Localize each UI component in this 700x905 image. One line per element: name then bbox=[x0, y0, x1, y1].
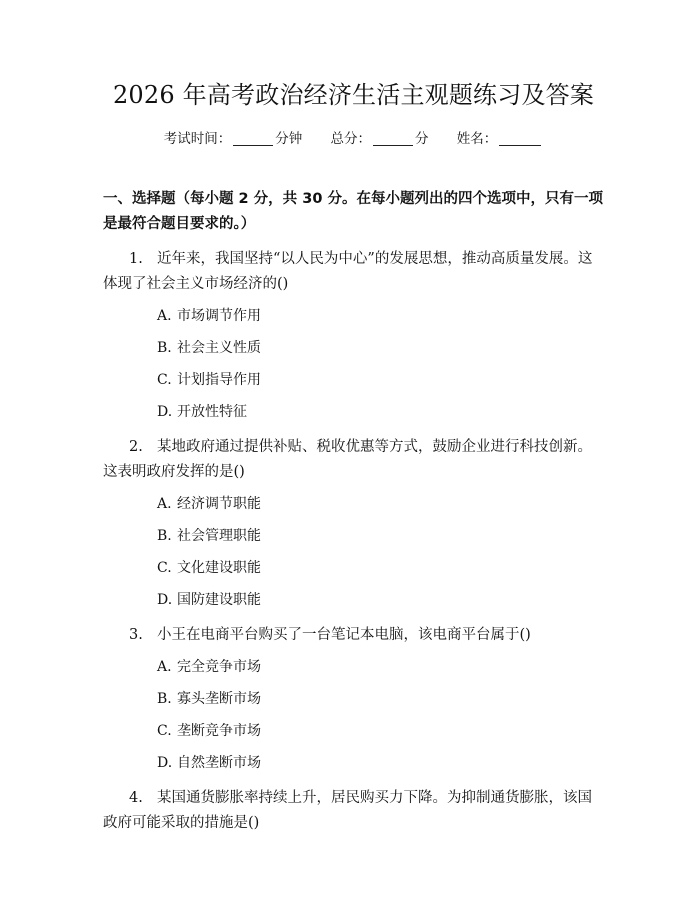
exam-info-line bbox=[103, 129, 604, 149]
answer-option bbox=[157, 524, 604, 549]
question-number: 2. bbox=[129, 439, 143, 455]
option-text: 自然垄断市场 bbox=[177, 755, 261, 771]
option-text: 寡头垄断市场 bbox=[177, 691, 261, 707]
student-name-blank bbox=[499, 131, 541, 146]
question-number: 1. bbox=[129, 251, 143, 267]
option-text: 国防建设职能 bbox=[177, 592, 261, 608]
total-score-blank bbox=[373, 131, 413, 146]
question-text: 某地政府通过提供补贴、税收优惠等方式，鼓励企业进行科技创新。这表明政府发挥的是() bbox=[103, 439, 592, 480]
section-heading: 一、选择题（每小题 2 分，共 30 分。在每小题列出的四个选项中，只有一项是最符合题目要求的。） bbox=[103, 191, 603, 232]
exam-time-label: 考试时间： bbox=[163, 131, 232, 147]
question-number: 3. bbox=[129, 627, 143, 643]
question-text: 某国通货膨胀率持续上升，居民购买力下降。为抑制通货膨胀，该国政府可能采取的措施是() bbox=[103, 790, 592, 831]
answer-option bbox=[157, 719, 604, 744]
answer-option bbox=[157, 304, 604, 329]
answer-option bbox=[157, 400, 604, 425]
option-key: D. bbox=[157, 592, 173, 608]
question-stem bbox=[103, 247, 604, 297]
question-text: 小王在电商平台购买了一台笔记本电脑，该电商平台属于() bbox=[157, 627, 531, 643]
option-text: 社会主义性质 bbox=[177, 340, 261, 356]
question-block bbox=[103, 786, 604, 836]
option-key: B. bbox=[157, 340, 172, 356]
total-score-label: 总分： bbox=[330, 131, 371, 147]
option-text: 经济调节职能 bbox=[177, 496, 261, 512]
option-text: 文化建设职能 bbox=[177, 560, 261, 576]
option-text: 开放性特征 bbox=[177, 404, 247, 420]
option-key: D. bbox=[157, 755, 173, 771]
question-block bbox=[103, 247, 604, 425]
option-key: B. bbox=[157, 691, 172, 707]
answer-option bbox=[157, 588, 604, 613]
option-key: A. bbox=[157, 308, 172, 324]
exam-time-blank bbox=[233, 131, 273, 146]
option-key: C. bbox=[157, 723, 172, 739]
option-text: 垄断竞争市场 bbox=[177, 723, 261, 739]
option-list bbox=[103, 304, 604, 425]
total-score-field bbox=[331, 129, 429, 149]
option-text: 完全竞争市场 bbox=[177, 659, 261, 675]
document-title: 2026 年高考政治经济生活主观题练习及答案 bbox=[112, 81, 595, 109]
option-key: B. bbox=[157, 528, 172, 544]
option-list bbox=[103, 655, 604, 776]
answer-option bbox=[157, 556, 604, 581]
question-stem bbox=[103, 786, 604, 836]
question-stem bbox=[103, 623, 604, 648]
answer-option bbox=[157, 687, 604, 712]
student-name-label: 姓名： bbox=[456, 131, 498, 147]
option-list bbox=[103, 492, 604, 613]
option-key: C. bbox=[157, 372, 172, 388]
question-stem bbox=[103, 435, 604, 485]
student-name-field bbox=[457, 129, 544, 149]
question-block bbox=[103, 435, 604, 613]
question-list bbox=[103, 247, 604, 836]
option-text: 计划指导作用 bbox=[177, 372, 261, 388]
option-key: A. bbox=[157, 496, 172, 512]
answer-option bbox=[157, 336, 604, 361]
option-key: C. bbox=[157, 560, 172, 576]
option-key: A. bbox=[157, 659, 172, 675]
question-text: 近年来，我国坚持“以人民为中心”的发展思想，推动高质量发展。这体现了社会主义市场经济的() bbox=[103, 251, 593, 292]
answer-option bbox=[157, 368, 604, 393]
answer-option bbox=[157, 492, 604, 517]
option-text: 社会管理职能 bbox=[177, 528, 261, 544]
answer-option bbox=[157, 751, 604, 776]
exam-time-field bbox=[164, 129, 303, 149]
exam-time-unit: 分钟 bbox=[275, 131, 303, 147]
question-block bbox=[103, 623, 604, 776]
question-number: 4. bbox=[129, 790, 143, 806]
option-key: D. bbox=[157, 404, 173, 420]
answer-option bbox=[157, 655, 604, 680]
option-text: 市场调节作用 bbox=[177, 308, 261, 324]
total-score-unit: 分 bbox=[415, 131, 429, 147]
